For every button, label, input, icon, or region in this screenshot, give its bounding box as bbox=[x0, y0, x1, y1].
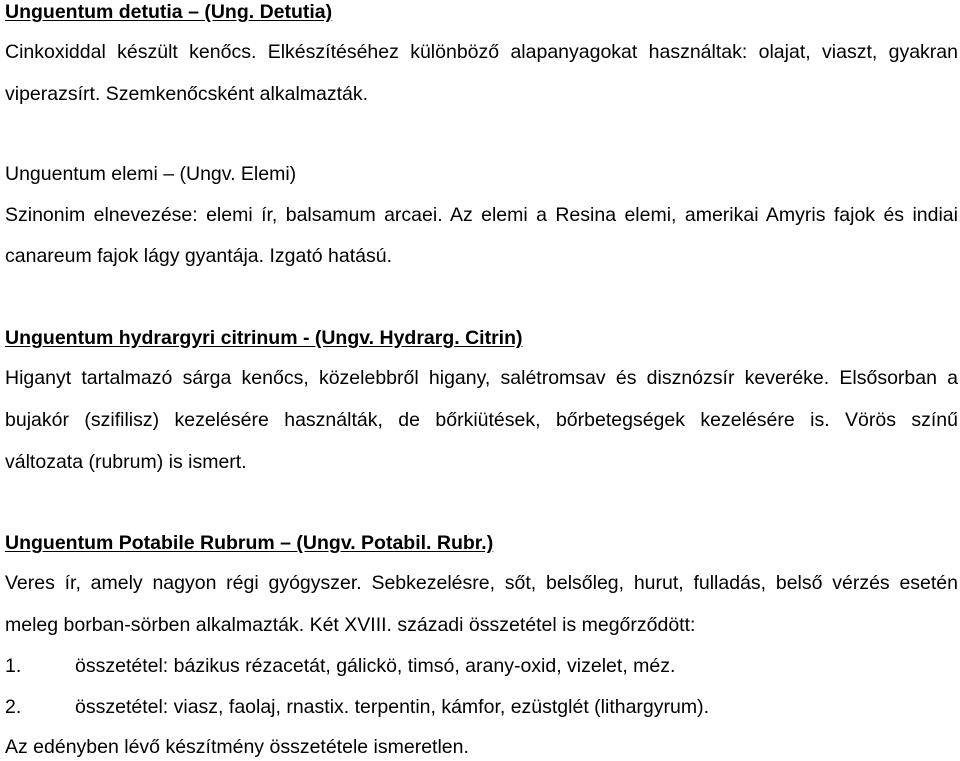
section-4-footer: Az edényben lévő készítmény összetétele ismeretlen. bbox=[5, 736, 469, 758]
section-1-line-2: viperazsírt. Szemkenőcsként alkalmazták. bbox=[5, 83, 369, 105]
list-item-text: összetétel: viasz, faolaj, rnastix. terpentin, kámfor, ezüstglét (lithargyrum). bbox=[75, 696, 710, 718]
section-4-heading: Unguentum Potabile Rubrum – (Ungv. Potabil. Rubr.) bbox=[5, 532, 494, 554]
section-3-heading: Unguentum hydrargyri citrinum - (Ungv. Hydrarg. Citrin) bbox=[5, 327, 523, 349]
list-item-text: összetétel: bázikus rézacetát, gálickö, timsó, arany-oxid, vizelet, méz. bbox=[75, 655, 676, 677]
section-1-line-1: Cinkoxiddal készült kenőcs. Elkészítéséhez különböző alapanyagokat használtak: olajat, viaszt, gyakran bbox=[5, 41, 958, 63]
section-3-line-1: Higanyt tartalmazó sárga kenőcs, közelebbről higany, salétromsav és disznózsír keveréke. Elsősorban a bbox=[5, 367, 958, 389]
section-3-line-3: változata (rubrum) is ismert. bbox=[5, 451, 247, 473]
list-item-number: 2. bbox=[5, 696, 22, 718]
list-item bbox=[5, 695, 709, 719]
section-1-heading: Unguentum detutia – (Ung. Detutia) bbox=[5, 1, 333, 23]
list-item bbox=[5, 654, 675, 678]
list-item-number: 1. bbox=[5, 655, 22, 677]
section-2-line-1: Szinonim elnevezése: elemi ír, balsamum arcaei. Az elemi a Resina elemi, amerikai Amyris fajok és indiai bbox=[5, 204, 958, 226]
section-2-line-2: canareum fajok lágy gyantája. Izgató hatású. bbox=[5, 245, 392, 267]
section-4-line-1: Veres ír, amely nagyon régi gyógyszer. Sebkezelésre, sőt, belsőleg, hurut, fulladás, belső vérzés esetén bbox=[5, 572, 958, 594]
section-3-line-2: bujakór (szifilisz) kezelésére használták, de bőrkiütések, bőrbetegségek kezelésére is. Vörös színű bbox=[5, 409, 958, 431]
section-2-heading: Unguentum elemi – (Ungv. Elemi) bbox=[5, 163, 297, 185]
section-4-line-2: meleg borban-sörben alkalmazták. Két XVIII. századi összetétel is megőrződött: bbox=[5, 614, 696, 636]
